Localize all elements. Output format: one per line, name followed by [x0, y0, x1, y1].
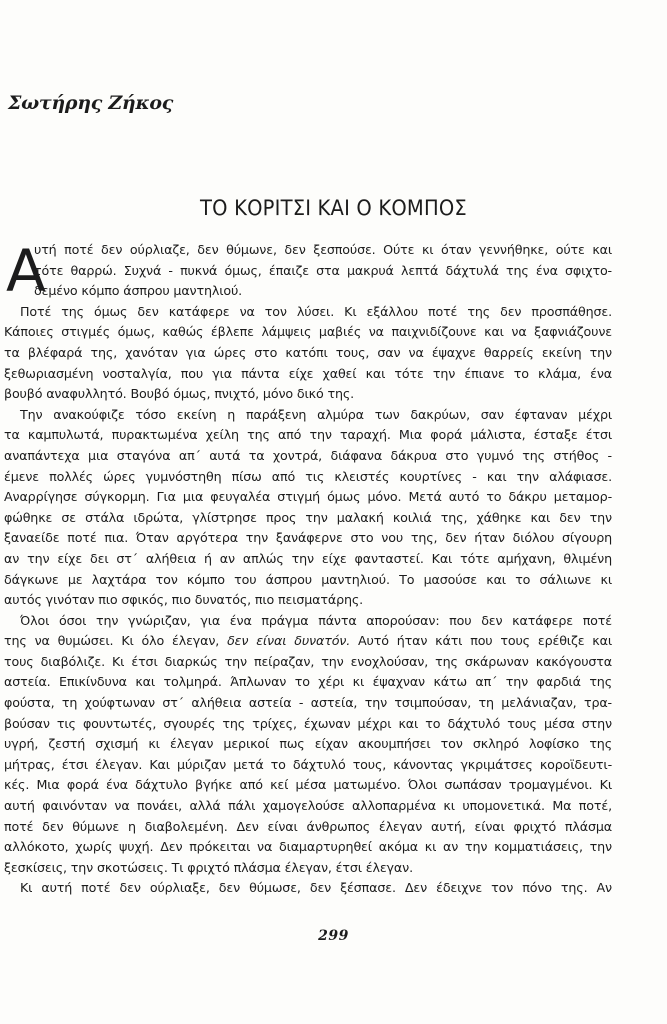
- text-line: υγρή, ζεστή σχισμή κι έλεγαν μερικοί πως είχαν ακουμπήσει τον σκληρό λοφίσκο της: [4, 736, 612, 752]
- text-line: αναπάντεχα μια σταγόνα απ΄ αυτά τα χοντρά, διάφανα δάκρυα στο γυμνό της στήθος -: [4, 447, 612, 463]
- text-segment: Αυτό ήταν κάτι που τους ερέθιζε και: [358, 633, 612, 649]
- text-line: ξεσκίσεις, την σκοτώσεις. Τι φριχτό πλάσμα έλεγαν, έτσι έλεγαν.: [4, 859, 413, 875]
- text-line: ποτέ δεν θύμωνε η διαβολεμένη. Δεν είναι άνθρωπος έλεγαν αυτή, είναι φριχτό πλάσμα: [4, 818, 612, 834]
- text-line: Όλοι όσοι την γνώριζαν, για ένα πράγμα πάντα απορούσαν: που δεν κατάφερε ποτέ: [20, 612, 612, 628]
- text-line: Κάποιες στιγμές όμως, καθώς έβλεπε λάμψεις μαβιές να παιχνιδίζουνε και να ξαφνιάζουνε: [4, 324, 612, 340]
- text-line: αυτή φαινόνταν να πονάει, αλλά πάλι χαμογελούσε αλλοπαρμένα κι υπομονετικά. Μα ποτέ,: [4, 798, 612, 814]
- text-line-mixed: [4, 631, 612, 652]
- text-line: Ποτέ της όμως δεν κατάφερε να τον λύσει. Κι εξάλλου ποτέ της δεν προσπάθησε.: [20, 303, 612, 319]
- text-line: Κι αυτή ποτέ δεν ούρλιαξε, δεν θύμωσε, δεν ξέσπασε. Δεν έδειχνε τον πόνο της. Αν: [20, 880, 612, 896]
- story-title: ΤΟ ΚΟΡΙΤΣΙ ΚΑΙ Ο ΚΟΜΠΟΣ: [200, 196, 467, 220]
- text-line: έμενε πολλές ώρες γυμνόστηθη πίσω από τις κλειστές κουρτίνες - και την αλάφιασε.: [4, 468, 612, 484]
- text-line: αστεία. Επικίνδυνα και τολμηρά. Άπλωναν το χέρι κι έψαχναν κάτω απ΄ την φαρδιά της: [4, 674, 612, 690]
- text-line: δάγκωνε με λαχτάρα τον κόμπο του άσπρου μαντηλιού. Το μασούσε και το σάλιωνε κι: [4, 571, 612, 587]
- text-line: κές. Μια φορά ένα δάχτυλο βγήκε από κεί μέσα ματωμένο. Όλοι σωπάσαν τρομαγμένοι. Κι: [4, 777, 612, 793]
- text-line: τα βλέφαρά της, χανόταν για ώρες στο κατόπι τους, σαν να έψαχνε θαρρείς εκείνη την: [4, 344, 612, 360]
- first-paragraph: [4, 237, 612, 305]
- author-name: Σωτήρης Ζήκος: [8, 92, 174, 114]
- text-line: δεμένο κόμπο άσπρου μαντηλιού.: [34, 283, 243, 299]
- text-line: ξαναείδε ποτέ πια. Όταν αργότερα την ξανάφερνε στο νου της, δεν ήταν διόλου σίγουρη: [4, 530, 612, 546]
- text-line: αλλόκοτο, χωρίς ψυχή. Δεν πρόκειται να διαμαρτυρηθεί ακόμα κι αν την κομματιάσεις, την: [4, 839, 612, 855]
- story-body: [4, 237, 612, 899]
- text-line: αν την είχε δει στ΄ αλήθεια ή αν απλώς την είχε φανταστεί. Και τότε αμήχανη, θλιμένη: [4, 550, 612, 566]
- text-line: ξεθωριασμένη νοσταλγία, που για πάντα είχε χαθεί και τότε την έπιανε το κλάμα, ένα: [4, 365, 612, 381]
- text-line: βούσαν τις φουντωτές, σγουρές της τρίχες, έχωναν μέχρι και το δάχτυλό τους μέσα στην: [4, 715, 612, 731]
- text-line: βουβό αναφυλλητό. Βουβό όμως, πνιχτό, μόνο δικό της.: [4, 386, 355, 402]
- text-line: Αναρρίγησε σύγκορμη. Για μια φευγαλέα στιγμή όμως μόνο. Μετά αυτό το δάκρυ μεταμορ-: [4, 489, 612, 505]
- text-line: υτή ποτέ δεν ούρλιαζε, δεν θύμωνε, δεν ξεσπούσε. Ούτε κι όταν γεννήθηκε, ούτε και: [34, 242, 612, 257]
- page-number: 299: [318, 928, 349, 944]
- text-line: φούστα, τη χούφτωναν στ΄ αλήθεια αστεία - αστεία, την τσιμπούσαν, τη μελάνιαζαν, τρα-: [4, 695, 612, 711]
- text-line: τους διαβόλιζε. Κι έτσι διαρκώς την πείραζαν, την ενοχλούσαν, της σκάρωναν κακόγουστα: [4, 653, 612, 669]
- text-line: Την ανακούφιζε τόσο εκείνη η παράξενη αλμύρα των δακρύων, σαν έφταναν μέχρι: [20, 406, 612, 422]
- text-line: φώθηκε σε στάλα ιδρώτα, γλίστρησε προς την μαλακή κοιλιά της, χάθηκε και δεν την: [4, 509, 612, 525]
- text-line: τότε θαρρώ. Συχνά - πυκνά όμως, έπαιζε στα μακρυά λεπτά δάχτυλά της ένα σφιχτο-: [34, 262, 612, 278]
- text-line: αυτός γινόταν πιο σφικός, πιο δυνατός, πιο πεισματάρης.: [4, 592, 364, 608]
- text-line: τα καμπυλωτά, πυρακτωμένα χείλη της από την ταραχή. Μια φορά μάλιστα, έσταξε έτσι: [4, 427, 612, 443]
- italic-quote: δεν είναι δυνατόν.: [227, 633, 351, 649]
- drop-cap: Α: [6, 237, 46, 305]
- text-segment: της να θυμώσει. Κι όλο έλεγαν,: [4, 633, 220, 649]
- text-line: μήτρας, έτσι έλεγαν. Και μύριζαν μετά το δάχτυλό τους, κάνοντας γκριμάτσες κοροϊδευτι-: [4, 756, 612, 772]
